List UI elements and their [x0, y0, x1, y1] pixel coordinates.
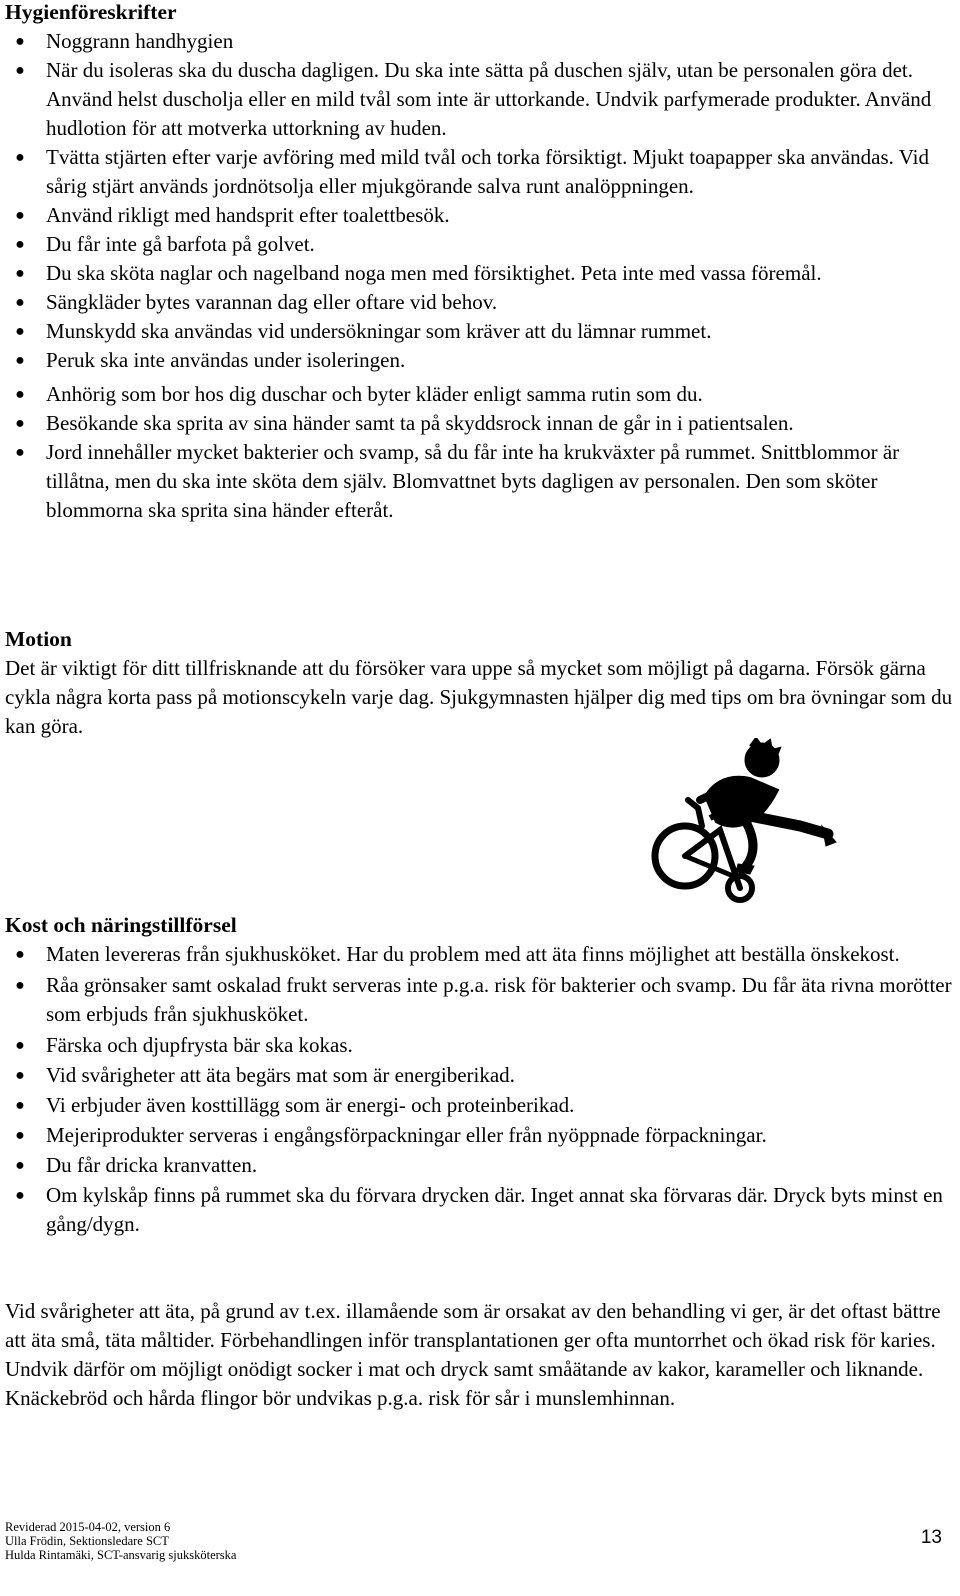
list-item: ● Mejeriprodukter serveras i engångsförpackningar eller från nyöppnade förpackningar. [5, 1121, 955, 1150]
list-item: ● Du får dricka kranvatten. [5, 1151, 955, 1180]
footer [5, 1520, 805, 1562]
list-item: ● Vid svårigheter att äta begärs mat som är energiberikad. [5, 1061, 955, 1090]
hygiene-section [5, 0, 955, 525]
footer-revision: Reviderad 2015-04-02, version 6 [5, 1520, 171, 1534]
motion-text: Det är viktigt för ditt tillfrisknande att du försöker vara uppe så mycket som möjligt på dagarna. Försök gärna cykla några korta pass på motionscykeln varje dag. Sjukgymnasten hjälper dig med tips om bra övningar som du kan göra. [5, 656, 953, 738]
motion-section [5, 625, 955, 741]
list-item: ● Använd rikligt med handsprit efter toalettbesök. [5, 201, 955, 230]
nutrition-list [5, 940, 955, 1239]
bullet-icon: ● [15, 294, 25, 311]
list-item: ● Jord innehåller mycket bakterier och svamp, så du får inte ha krukväxter på rummet. Snittblommor är tillåtna, men du ska inte sköta dem själv. Blomvattnet byts dagligen av personalen. Den som sköter blommorna ska sprita sina händer efteråt. [5, 438, 955, 525]
bullet-icon: ● [15, 386, 25, 403]
bullet-icon: ● [15, 265, 25, 282]
list-item: ● Munskydd ska användas vid undersökningar som kräver att du lämnar rummet. [5, 317, 955, 346]
bullet-icon: ● [15, 444, 25, 461]
child-on-tricycle-icon [650, 738, 840, 908]
list-item: ● Sängkläder bytes varannan dag eller oftare vid behov. [5, 288, 955, 317]
bullet-icon: ● [15, 1037, 25, 1054]
bullet-icon: ● [15, 1187, 25, 1204]
bullet-icon: ● [15, 1127, 25, 1144]
bullet-icon: ● [15, 1067, 25, 1084]
nutrition-section [5, 911, 955, 1240]
list-item: ● Besökande ska sprita av sina händer samt ta på skyddsrock innan de går in i patientsalen. [5, 409, 955, 438]
bullet-icon: ● [15, 236, 25, 253]
bullet-icon: ● [15, 946, 25, 963]
nutrition-heading: Kost och näringstillförsel [5, 913, 237, 937]
bullet-icon: ● [15, 415, 25, 432]
bullet-icon: ● [15, 33, 25, 50]
list-item: ● Noggrann handhygien [5, 27, 955, 56]
list-item: ● Anhörig som bor hos dig duschar och byter kläder enligt samma rutin som du. [5, 380, 955, 409]
list-item: ● Färska och djupfrysta bär ska kokas. [5, 1031, 955, 1060]
hygiene-list [5, 27, 955, 525]
page-number: 13 [920, 1527, 942, 1548]
bullet-icon: ● [15, 323, 25, 340]
bullet-icon: ● [15, 977, 25, 994]
list-item: ● När du isoleras ska du duscha dagligen. Du ska inte sätta på duschen själv, utan be personalen göra det. Använd helst duscholja eller en mild tvål som inte är uttorkande. Undvik parfymerade produkter. Använd hudlotion för att motverka uttorkning av huden. [5, 56, 955, 143]
list-item: ● Du får inte gå barfota på golvet. [5, 230, 955, 259]
footer-author: Ulla Frödin, Sektionsledare SCT [5, 1534, 169, 1548]
list-item: ● Råa grönsaker samt oskalad frukt serveras inte p.g.a. risk för bakterier och svamp. Du får äta rivna morötter som erbjuds från sjukhusköket. [5, 971, 955, 1029]
list-item: ● Om kylskåp finns på rummet ska du förvara drycken där. Inget annat ska förvaras där. Dryck byts minst en gång/dygn. [5, 1181, 955, 1239]
bullet-icon: ● [15, 149, 25, 166]
footer-responsible: Hulda Rintamäki, SCT-ansvarig sjuksköterska [5, 1548, 237, 1562]
list-item: ● Peruk ska inte användas under isoleringen. [5, 346, 955, 375]
list-item: ● Tvätta stjärten efter varje avföring med mild tvål och torka försiktigt. Mjukt toapapper ska användas. Vid sårig stjärt används jordnötsolja eller mjukgörande salva runt analöppningen. [5, 143, 955, 201]
nutrition-paragraph: Vid svårigheter att äta, på grund av t.ex. illamående som är orsakat av den behandling vi ger, är det oftast bättre att äta små, täta måltider. Förbehandlingen inför transplantationen ger ofta muntorrhet och ökad risk för karies. Undvik därför om möjligt onödigt socker i mat och dryck samt småätande av kakor, karameller och liknande. Knäckebröd och hårda flingor bör undvikas p.g.a. risk för sår i munslemhinnan. [5, 1299, 941, 1410]
list-item: ● Du ska sköta naglar och nagelband noga men med försiktighet. Peta inte med vassa föremål. [5, 259, 955, 288]
bullet-icon: ● [15, 352, 25, 369]
bullet-icon: ● [15, 207, 25, 224]
hygiene-heading: Hygienföreskrifter [5, 0, 177, 24]
bullet-icon: ● [15, 62, 25, 79]
bullet-icon: ● [15, 1157, 25, 1174]
motion-heading: Motion [5, 627, 72, 651]
list-item: ● Vi erbjuder även kosttillägg som är energi- och proteinberikad. [5, 1091, 955, 1120]
bullet-icon: ● [15, 1097, 25, 1114]
list-item: ● Maten levereras från sjukhusköket. Har du problem med att äta finns möjlighet att beställa önskekost. [5, 940, 955, 969]
